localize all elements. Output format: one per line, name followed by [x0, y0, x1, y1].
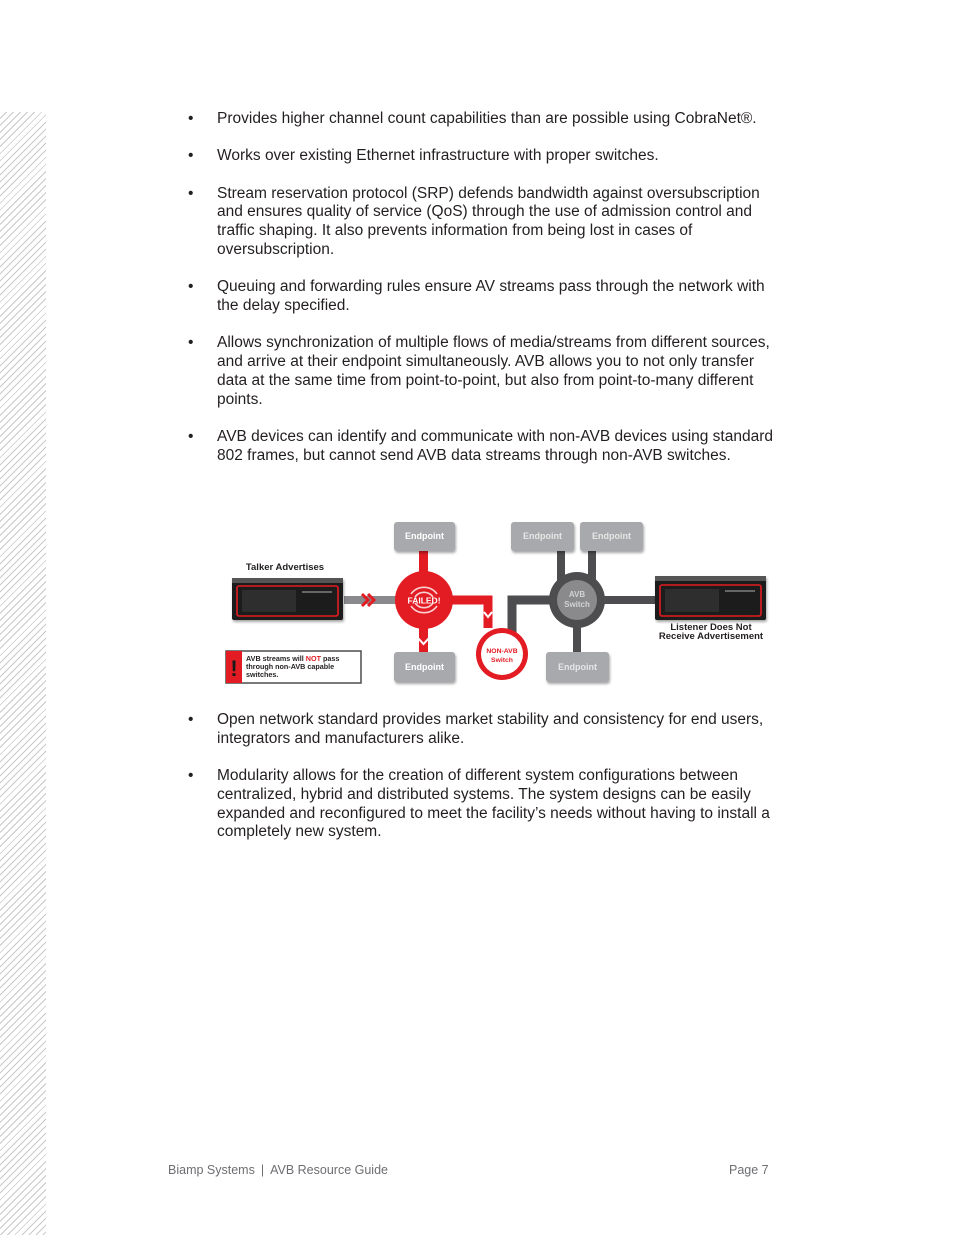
- non-avb-label-1: NON-AVB: [486, 648, 518, 655]
- list-item-text: AVB devices can identify and communicate with non-AVB devices using standard 802 frames, but cannot send AVB data streams through non-AVB switches.: [217, 428, 774, 464]
- warning-line-3: switches.: [246, 670, 279, 679]
- list-item: [186, 711, 786, 749]
- warning-note: [226, 651, 361, 683]
- feature-list-top: [186, 110, 786, 484]
- listener-label-2: Receive Advertisement: [658, 631, 764, 642]
- list-item: [186, 185, 786, 260]
- warning-icon: !: [230, 656, 238, 681]
- list-item: [186, 110, 786, 129]
- avb-network-diagram: [222, 518, 782, 690]
- avb-label-1: AVB: [568, 590, 586, 599]
- talker-device: [232, 578, 343, 620]
- link-avb-listener: [604, 596, 656, 604]
- list-item: [186, 767, 786, 842]
- bullet-marker: •: [188, 711, 194, 728]
- list-item: [186, 147, 786, 166]
- footer-title: [168, 1163, 388, 1177]
- svg-text:Endpoint: Endpoint: [405, 662, 444, 672]
- avb-switch: [549, 572, 605, 628]
- list-item-text: Works over existing Ethernet infrastructure with proper switches.: [217, 147, 659, 165]
- svg-text:Endpoint: Endpoint: [558, 662, 597, 672]
- avb-label-2: Switch: [564, 600, 590, 609]
- link-nonavb-to-avb: [512, 600, 554, 636]
- bullet-marker: •: [188, 147, 194, 165]
- non-avb-switch: [476, 628, 528, 680]
- svg-text:Endpoint: Endpoint: [405, 531, 444, 541]
- bullet-marker: •: [188, 278, 194, 296]
- page-number: Page 7: [729, 1163, 769, 1177]
- endpoint-bottom-mid: [546, 652, 609, 682]
- talker-label: Talker Advertises: [245, 562, 325, 573]
- failed-label: FAILED!: [407, 595, 441, 606]
- footer-guide: AVB Resource Guide: [270, 1163, 388, 1177]
- bullet-marker: •: [188, 184, 194, 202]
- footer-company: Biamp Systems: [168, 1163, 255, 1177]
- list-item: [186, 278, 786, 316]
- list-item-text: Queuing and forwarding rules ensure AV streams pass through the network with the delay specified.: [217, 278, 765, 315]
- list-item-text: Open network standard provides market stability and consistency for end users, integrators and manufacturers alike.: [217, 711, 764, 747]
- bullet-marker: •: [188, 428, 194, 446]
- failed-switch: [395, 571, 453, 629]
- footer-separator: |: [260, 1163, 265, 1177]
- bullet-marker: •: [188, 110, 194, 127]
- feature-list-bottom: [186, 711, 786, 861]
- listener-device: [655, 576, 766, 620]
- list-item-text: Provides higher channel count capabilities than are possible using CobraNet®.: [217, 110, 757, 127]
- list-item-text: Modularity allows for the creation of different system configurations between centralized, hybrid and distributed systems. The system designs can be easily expanded and reconfigured to meet the facility’s needs without having to install a completely new system.: [217, 767, 770, 841]
- warning-line-2: through non-AVB capable: [246, 662, 335, 671]
- list-item: [186, 334, 786, 409]
- endpoint-top-left: [394, 522, 455, 551]
- non-avb-label-2: Switch: [491, 657, 513, 664]
- endpoint-bottom-left: [394, 652, 455, 682]
- listener-label-1: Listener Does Not: [670, 622, 752, 633]
- decorative-hatch-stripe: [0, 112, 46, 1235]
- list-item-text: Allows synchronization of multiple flows of media/streams from different sources, and arrive at their endpoint simultaneously. AVB allows you to not only transfer data at the same time from point-to-point, but also from point-to-many different points.: [217, 334, 770, 408]
- bullet-marker: •: [188, 334, 194, 352]
- list-item: [186, 428, 786, 466]
- diagram-svg: [222, 518, 782, 690]
- svg-text:Endpoint: Endpoint: [523, 531, 562, 541]
- endpoint-top-right: [580, 522, 643, 551]
- warning-line-1: AVB streams will NOT pass: [246, 654, 340, 663]
- endpoint-top-mid: [511, 522, 574, 551]
- svg-text:Endpoint: Endpoint: [592, 531, 631, 541]
- list-item-text: Stream reservation protocol (SRP) defends bandwidth against oversubscription and ensures quality of service (QoS) through the use of admission control and traffic shaping. It also prevents information from being lost in cases of oversubscription.: [217, 184, 760, 258]
- bullet-marker: •: [188, 767, 194, 785]
